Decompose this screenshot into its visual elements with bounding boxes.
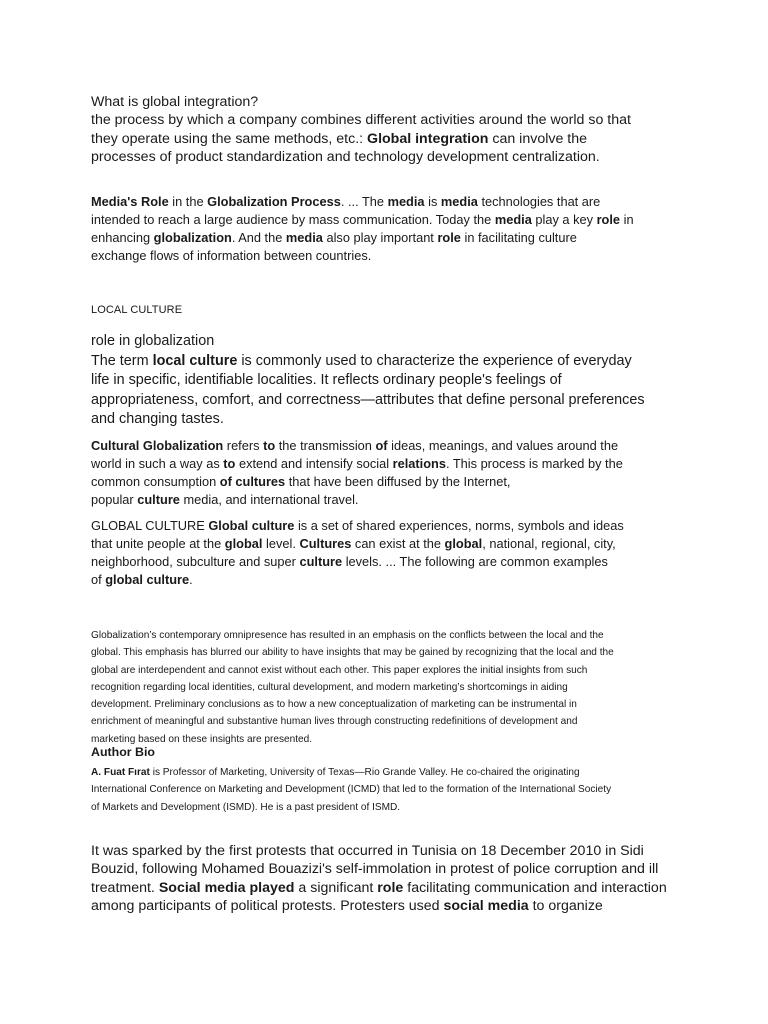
global-culture-line-4: of global culture. [91, 572, 193, 587]
protests-line-1: It was sparked by the first protests that occurred in Tunisia on 18 December 2010 in Sidi [91, 843, 644, 859]
media-line-1: Media's Role in the Globalization Process. ... The media is media technologies that are [91, 194, 601, 209]
local-line-3: appropriateness, comfort, and correctness—attributes that define personal preferences [91, 391, 645, 408]
integration-question: What is global integration? [91, 94, 259, 110]
cultural-line-4: popular culture media, and international travel. [91, 492, 359, 507]
author-line-2: International Conference on Marketing and Development (ICMD) that led to the formation of the International Society [91, 784, 612, 796]
local-line-2: life in specific, identifiable localities. It reflects ordinary people's feelings of [91, 372, 562, 388]
cultural-line-2: world in such a way as to extend and intensify social relations. This process is marked by the [91, 456, 623, 471]
author-line-1: A. Fuat Fırat is Professor of Marketing, University of Texas—Rio Grande Valley. He co-chaired the originating [91, 767, 580, 778]
media-role-section [91, 193, 691, 265]
media-line-4: exchange flows of information between countries. [91, 248, 372, 263]
global-culture-line-2: that unite people at the global level. Cultures can exist at the global, national, regional, city, [91, 536, 616, 551]
protests-line-3: treatment. Social media played a significant role facilitating communication and interaction [91, 879, 667, 896]
global-integration-section [91, 93, 691, 166]
local-line-4: and changing tastes. [91, 411, 224, 427]
media-line-2: intended to reach a large audience by mass communication. Today the media play a key role in [91, 212, 634, 227]
integration-line-3: processes of product standardization and technology development centralization. [91, 148, 600, 165]
abstract-line: recognition regarding local identities, cultural development, and modern marketing’s shortcomings in aiding [91, 681, 568, 693]
local-culture-section [91, 332, 691, 430]
author-bio-heading: Author Bio [91, 745, 156, 759]
local-culture-heading: LOCAL CULTURE [91, 304, 183, 316]
abstract-line: Globalization’s contemporary omnipresence has resulted in an emphasis on the conflicts between the local and the [91, 630, 604, 641]
media-line-3: enhancing globalization. And the media also play important role in facilitating culture [91, 230, 577, 245]
author-name: A. Fuat Fırat [91, 767, 150, 778]
abstract-line: global are interdependent and cannot exist without each other. This paper explores the initial insights from such [91, 664, 588, 676]
protests-section [91, 842, 691, 915]
protests-line-2: Bouzid, following Mohamed Bouazizi's self-immolation in protest of police corruption and ill [91, 861, 659, 878]
global-culture-section [91, 517, 691, 589]
cultural-line-3: common consumption of cultures that have been diffused by the Internet, [91, 474, 511, 489]
protests-line-4: among participants of political protests. Protesters used social media to organize [91, 897, 603, 914]
abstract-line: development. Preliminary conclusions as to how a new conceptualization of marketing can be instrumental in [91, 699, 577, 711]
local-role-line: role in globalization [91, 333, 215, 349]
abstract-line: enrichment of meaningful and substantive human lives through constructing redefinitions of development and [91, 716, 578, 728]
abstract-section [91, 627, 691, 748]
global-culture-line-3: neighborhood, subculture and super culture levels. ... The following are common examples [91, 554, 608, 569]
cultural-line-1: Cultural Globalization refers to the transmission of ideas, meanings, and values around the [91, 438, 619, 453]
integration-line-2: they operate using the same methods, etc.: Global integration can involve the [91, 130, 588, 147]
integration-line-1: the process by which a company combines different activities around the world so that [91, 112, 631, 129]
local-line-1: The term local culture is commonly used to characterize the experience of everyday [91, 352, 632, 369]
author-bio-section [91, 764, 691, 816]
abstract-line: marketing based on these insights are presented. [91, 733, 313, 745]
abstract-line: global. This emphasis has blurred our ability to have insights that may be gained by recognizing that the local and the [91, 647, 614, 659]
cultural-globalization-section [91, 437, 691, 509]
author-line-3: of Markets and Development (ISMD). He is a past president of ISMD. [91, 801, 401, 813]
global-culture-line-1: GLOBAL CULTURE Global culture is a set of shared experiences, norms, symbols and ideas [91, 518, 624, 533]
